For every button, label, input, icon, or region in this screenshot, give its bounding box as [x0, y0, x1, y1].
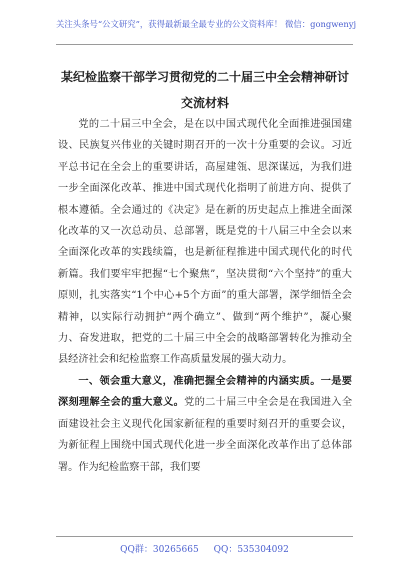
header-divider [56, 44, 353, 45]
footer-contact-text: QQ群：30265665 QQ：535304092 [120, 545, 289, 555]
footer-divider [56, 536, 353, 537]
document-body [58, 114, 352, 478]
header-promo-text: 关注头条号“公文研究”，获得最新最全最专业的公文资料库！ 微信：gongwenyj [56, 19, 357, 29]
paragraph-intro: 党的二十届三中全会，是在以中国式现代化全面推进强国建设、民族复兴伟业的关键时期召开的一次十分重要的会议。习近平总书记在全会上的重要讲话，高屋建瓴、思深谋远，为我们进一步全面深化改革、推进中国式现代化指明了前进方向、提供了根本遵循。全会通过的《决定》是在新的历史起点上推进全面深化改革的又一次总动员、总部署，既是党的十八届三中全会以来全面深化改革的实践续篇，也是新征程推进中国式现代化的时代新篇。我们要牢牢把握“七个聚焦”，坚决贯彻“六个坚持”的重大原则，扎实落实“1个中心+5个方面”的重大部署，深学细悟全会精神，以实际行动拥护“两个确立”、做到“两个维护”，凝心聚力、奋发进取，把党的二十届三中全会的战略部署转化为推动全县经济社会和纪检监察工作高质量发展的强大动力。 [58, 119, 352, 366]
paragraph-section-one [58, 371, 352, 478]
section-text: 党的二十届三中全会是在我国进入全面建设社会主义现代化国家新征程的重要时刻召开的重要会议，为新征程上围绕中国式现代化进一步全面深化改革作出了总体部署。作为纪检监察干部，我们要 [58, 397, 353, 473]
document-title: 某纪检监察干部学习贯彻党的二十届三中全会精神研讨交流材料 [60, 70, 349, 110]
section-heading: 一、领会重大意义，准确把握全会精神的内涵实质。一是要深刻理解全会的重大意义。 [58, 374, 352, 409]
